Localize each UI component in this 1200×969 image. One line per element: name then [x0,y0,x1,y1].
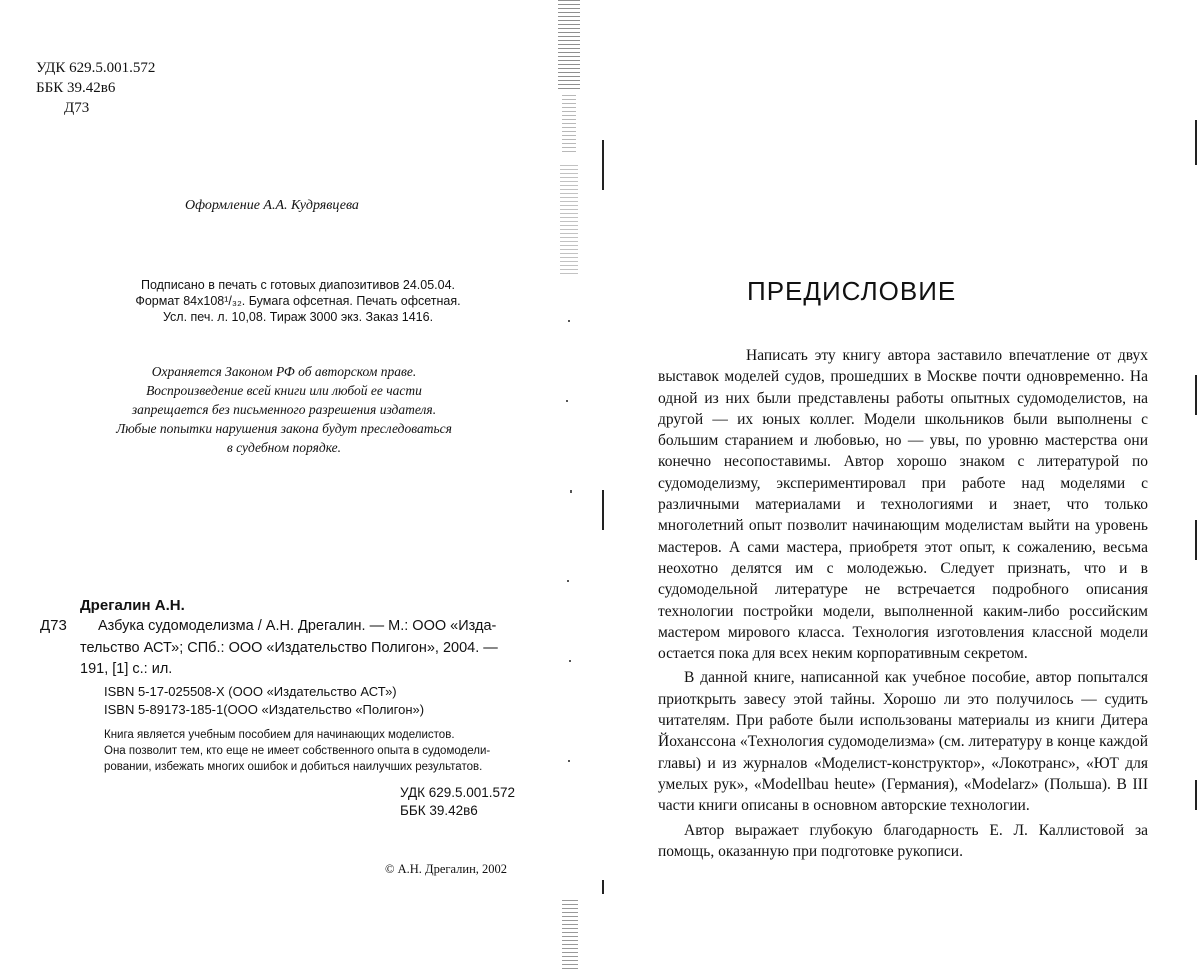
margin-rule [602,490,604,530]
udk-block-bottom [400,784,515,820]
catalog-mark: Д73 [40,617,67,634]
margin-rule [1195,375,1197,415]
udk-code: УДК 629.5.001.572 [400,785,516,800]
paragraph: Автор выражает глубокую благодарность Е. Л. Каллистовой за помощь, оказанную при подготовке рукописи. [658,821,1148,860]
udk-block-top [36,58,155,118]
bibliographic-line: 191, [1] с.: ил. [80,661,173,677]
bibliographic-record [80,616,535,681]
copyright-mark: © А.Н. Дрегалин, 2002 [385,862,508,876]
isbn-line: ISBN 5-17-025508-X (ООО «Издательство АСТ») [104,684,397,699]
paragraph: В данной книге, написанной как учебное пособие, автор попытался приоткрыть завесу этой тайны. Хорошо ли это получилось — судить читателям. При работе были использованы материалы из книги Дитера Йохансcона «Технология судомоделизма» (см. литературу в конце каждой главы) и из журналов «Моделист-конструктор», «Локотранс», «ЮТ для умелых рук», «Modellbau heute» (Германия), «Modelarz» (Польша). В III части книги описаны в основном авторские технологии. [658,669,1148,815]
copyright-notice-line: Воспроизведение всей книги или любой ее части [146,383,422,398]
print-details-line: Усл. печ. л. 10,08. Тираж 3000 экз. Заказ 1416. [162,310,434,324]
margin-rule [1195,520,1197,560]
copyright-notice [74,362,494,457]
page-title: ПРЕДИСЛОВИЕ [747,276,957,306]
imprint-page [0,0,560,969]
print-details [118,277,478,325]
book-annotation [104,727,544,775]
author-mark: Д73 [64,100,90,116]
design-credit: Оформление А.А. Кудрявцева [185,198,359,213]
margin-rule [1195,120,1197,165]
annotation-line: ровании, избежать многих ошибок и добиться наилучших результатов. [104,761,483,773]
copyright-notice-line: запрещается без письменного разрешения издателя. [131,402,437,417]
copyright-notice-line: в судебном порядке. [226,440,342,455]
copyright-notice-line: Любые попытки нарушения закона будут преследоваться [116,421,452,436]
margin-rule [602,880,604,894]
paragraph: Написать эту книгу автора заставило впечатление от двух выставок моделей судов, прошедших в Москве почти одновременно. На одной из них были представлены работы опытных судомоделистов, на другой — их юных коллег. Модели школьников были выполнены с большим старанием и любовью, но — увы, по уровню мастерства они конечно несопоставимы. Автор хорошо знаком с литературой по судомоделизму, экспериментировал при работе над моделями с различными материалами и технологиями и знает, что только многолетний опыт позволит начинающим моделистам выйти на уровень мастеров. А сами мастера, приобретя этот опыт, к сожалению, весьма неохотно делятся им с молодежью. Следует признать, что и в судомодельной литературе не встречается подробного описания технологии постройки модели, выполненной каким-либо российским мастером мирового класса. Технология изготовления классной модели остается пока для всех неким корпоративным секретом. [658,347,1148,663]
annotation-line: Она позволит тем, кто еще не имеет собственного опыта в судомодели- [104,745,491,757]
annotation-line: Книга является учебным пособием для начинающих моделистов. [104,729,455,741]
print-details-line: Подписано в печать с готовых диапозитивов 24.05.04. [140,278,456,292]
author-name: Дрегалин А.Н. [80,597,185,614]
preface-text [658,345,1148,862]
margin-rule [1195,780,1197,810]
print-details-line: Формат 84x108¹/₃₂. Бумага офсетная. Печать офсетная. [135,294,461,308]
udk-code: УДК 629.5.001.572 [36,60,156,76]
bbk-code: ББК 39.42в6 [36,80,116,96]
copyright-notice-line: Охраняется Законом РФ об авторском праве. [151,364,417,379]
margin-rule [602,140,604,190]
bibliographic-line: тельство АСТ»; СПб.: ООО «Издательство Полигон», 2004. — [80,639,498,656]
bbk-code: ББК 39.42в6 [400,803,478,818]
isbn-line: ISBN 5-89173-185-1(ООО «Издательство «Полигон») [104,702,425,717]
isbn-block [104,683,424,719]
bibliographic-line: Азбука судомоделизма / А.Н. Дрегалин. — М.: ООО «Изда- [98,618,497,634]
